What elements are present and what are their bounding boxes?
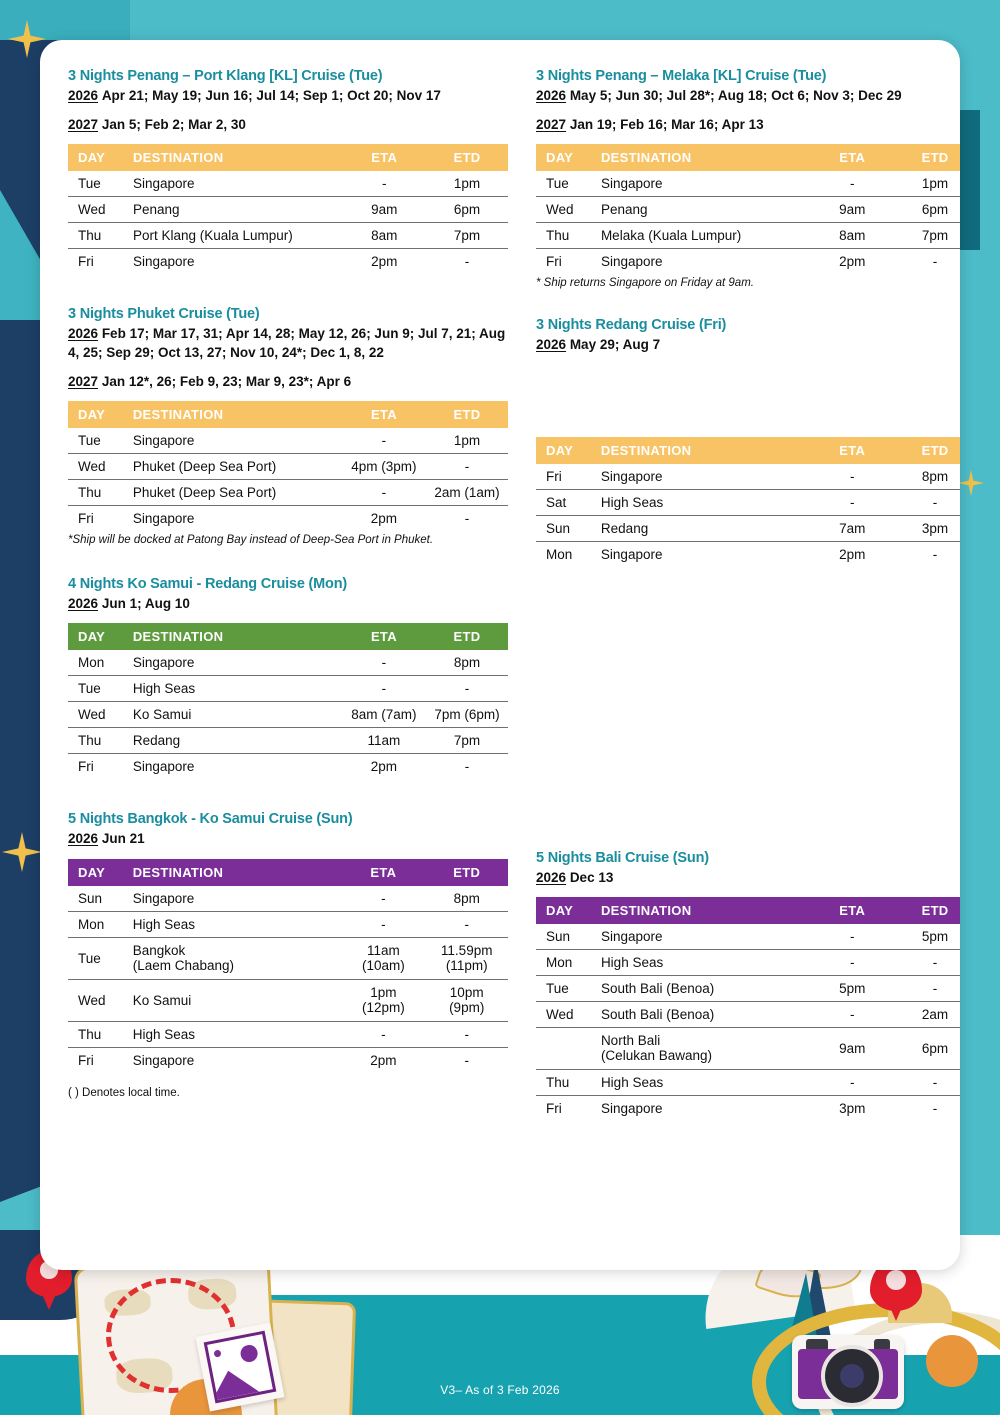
cell-destination: Redang bbox=[133, 728, 342, 754]
col-eta: ETA bbox=[810, 897, 894, 924]
table-row bbox=[68, 197, 508, 223]
cell-eta: 9am bbox=[342, 197, 426, 223]
col-day: DAY bbox=[536, 144, 601, 171]
section-title: 5 Nights Bangkok - Ko Samui Cruise (Sun) bbox=[68, 811, 353, 828]
cell-day: Wed bbox=[68, 454, 133, 480]
cell-destination: North Bali (Celukan Bawang) bbox=[601, 1027, 810, 1069]
cell-etd: - bbox=[425, 1021, 508, 1047]
date-list: Jun 1; Aug 10 bbox=[101, 596, 190, 612]
schedule-table bbox=[68, 623, 508, 779]
cell-etd: 1pm bbox=[894, 171, 960, 197]
cell-destination: Singapore bbox=[133, 428, 342, 454]
section-title: 4 Nights Ko Samui - Redang Cruise (Mon) bbox=[68, 576, 347, 593]
section-dates-2026 bbox=[68, 325, 508, 361]
cell-day: Tue bbox=[68, 428, 133, 454]
section-dates-2026 bbox=[536, 336, 960, 354]
table-row bbox=[68, 886, 508, 912]
cell-destination: Port Klang (Kuala Lumpur) bbox=[133, 223, 342, 249]
table-row bbox=[68, 728, 508, 754]
table-row bbox=[68, 428, 508, 454]
cell-eta: 1pm (12pm) bbox=[341, 979, 425, 1021]
cell-eta: 9am bbox=[810, 197, 894, 223]
date-list: Jan 12*, 26; Feb 9, 23; Mar 9, 23*; Apr 6 bbox=[101, 373, 352, 389]
cell-eta: 2pm bbox=[370, 511, 398, 527]
photo-sun bbox=[239, 1343, 259, 1363]
local-time-note: ( ) Denotes local time. bbox=[68, 1086, 180, 1099]
star-icon bbox=[958, 470, 984, 496]
table-body bbox=[68, 428, 508, 531]
cell-day: Fri bbox=[546, 1100, 562, 1116]
cell-etd: 11.59pm (11pm) bbox=[425, 937, 508, 979]
col-destination: DESTINATION bbox=[133, 144, 342, 171]
date-year: 2026 bbox=[68, 831, 99, 847]
table-header-row bbox=[536, 437, 960, 464]
section-title: 3 Nights Penang – Melaka [KL] Cruise (Tue) bbox=[536, 68, 827, 84]
cell-eta: - bbox=[810, 464, 894, 490]
cell-eta: 11am (10am) bbox=[341, 937, 425, 979]
date-year: 2026 bbox=[68, 326, 99, 342]
col-destination: DESTINATION bbox=[133, 859, 342, 886]
cell-eta: 9am bbox=[810, 1027, 894, 1069]
table-row bbox=[536, 171, 960, 197]
cell-destination: Singapore bbox=[600, 254, 663, 270]
cell-etd: - bbox=[894, 949, 960, 975]
cell-day: Tue bbox=[68, 676, 133, 702]
cell-day: Fri bbox=[78, 254, 94, 270]
cell-destination: Phuket (Deep Sea Port) bbox=[133, 454, 342, 480]
cell-destination: Singapore bbox=[132, 759, 195, 775]
cell-eta: - bbox=[341, 1021, 425, 1047]
schedule-table bbox=[536, 897, 960, 1121]
cell-destination: High Seas bbox=[601, 1069, 810, 1095]
col-destination: DESTINATION bbox=[601, 437, 810, 464]
col-day: DAY bbox=[68, 859, 133, 886]
cell-destination: Singapore bbox=[601, 171, 810, 197]
col-etd: ETD bbox=[425, 859, 508, 886]
cell-eta: 8am bbox=[342, 223, 426, 249]
col-eta: ETA bbox=[342, 401, 426, 428]
col-day: DAY bbox=[536, 437, 601, 464]
col-destination: DESTINATION bbox=[133, 623, 342, 650]
cell-etd: 6pm bbox=[894, 1027, 960, 1069]
cell-etd: - bbox=[426, 454, 508, 480]
cell-day: Sun bbox=[536, 924, 601, 950]
cell-destination: Phuket (Deep Sea Port) bbox=[133, 480, 342, 506]
col-etd: ETD bbox=[894, 437, 960, 464]
cell-destination: High Seas bbox=[133, 676, 342, 702]
bg-top-cyan-strip bbox=[120, 0, 1000, 40]
cell-day: Fri bbox=[78, 1052, 94, 1068]
date-list: Apr 21; May 19; Jun 16; Jul 14; Sep 1; Oct 20; Nov 17 bbox=[101, 88, 441, 103]
cell-day: Wed bbox=[68, 197, 133, 223]
cell-day: Thu bbox=[68, 728, 133, 754]
table-row bbox=[68, 223, 508, 249]
camera-icon bbox=[792, 1335, 904, 1409]
cell-eta: - bbox=[810, 1069, 894, 1095]
table-row bbox=[536, 1027, 960, 1069]
beach-ball-icon bbox=[926, 1335, 978, 1387]
cell-eta: 2pm bbox=[839, 254, 866, 270]
section-title: 5 Nights Bali Cruise (Sun) bbox=[536, 849, 709, 866]
cell-eta: - bbox=[342, 480, 426, 506]
cell-etd: 2am (1am) bbox=[426, 480, 508, 506]
table-row bbox=[536, 1095, 960, 1121]
col-eta: ETA bbox=[810, 437, 894, 464]
cell-day: Wed bbox=[536, 197, 601, 223]
table-body bbox=[536, 171, 960, 274]
date-list: Dec 13 bbox=[569, 869, 614, 885]
right-column bbox=[524, 68, 960, 1125]
cell-day: Tue bbox=[536, 171, 601, 197]
cell-etd: 7pm bbox=[426, 223, 508, 249]
table-row bbox=[68, 911, 508, 937]
date-list: May 29; Aug 7 bbox=[569, 337, 661, 353]
table-row bbox=[536, 489, 960, 515]
cell-day: Thu bbox=[536, 1069, 601, 1095]
section-penang-melaka bbox=[524, 68, 960, 289]
cell-day: Wed bbox=[68, 979, 133, 1021]
table-header-row bbox=[68, 623, 508, 650]
date-list: Jan 19; Feb 16; Mar 16; Apr 13 bbox=[569, 117, 764, 133]
date-list: Feb 17; Mar 17, 31; Apr 14, 28; May 12, 26; Jun 9; Jul 7, 21; Aug 4, 25; Sep 29; Oct 13, 27; Nov 10, 24*; Dec 1, 8, 22 bbox=[68, 326, 506, 360]
cell-destination: High Seas bbox=[601, 949, 810, 975]
cell-eta: 3pm bbox=[839, 1100, 866, 1116]
table-body bbox=[68, 886, 508, 1073]
cell-etd: 5pm bbox=[894, 924, 960, 950]
cell-eta: 2pm bbox=[370, 759, 398, 775]
col-day: DAY bbox=[68, 623, 133, 650]
cell-eta: - bbox=[342, 171, 426, 197]
table-row bbox=[68, 702, 508, 728]
cell-destination: Penang bbox=[601, 197, 810, 223]
photo-dot bbox=[213, 1349, 222, 1358]
cell-destination: Singapore bbox=[133, 886, 342, 912]
cell-day: Tue bbox=[536, 975, 601, 1001]
schedule-table bbox=[536, 144, 960, 274]
col-etd: ETD bbox=[426, 623, 508, 650]
schedule-table bbox=[68, 401, 508, 531]
table-row bbox=[68, 1047, 508, 1073]
col-eta: ETA bbox=[342, 623, 426, 650]
section-dates-2026 bbox=[536, 87, 960, 105]
cell-day: Fri bbox=[546, 254, 562, 270]
cell-destination: Singapore bbox=[600, 546, 663, 562]
cell-eta: - bbox=[341, 911, 425, 937]
cell-etd: - bbox=[464, 254, 470, 270]
cell-day: Sun bbox=[536, 515, 601, 541]
cell-destination: Bangkok (Laem Chabang) bbox=[133, 937, 342, 979]
cell-day: Thu bbox=[536, 223, 601, 249]
cell-etd: - bbox=[464, 1052, 469, 1068]
cell-etd: - bbox=[932, 546, 938, 562]
table-row bbox=[68, 676, 508, 702]
star-icon bbox=[2, 832, 42, 872]
table-header-row bbox=[536, 897, 960, 924]
cell-etd: - bbox=[426, 676, 508, 702]
date-year: 2026 bbox=[68, 88, 99, 103]
cell-eta: - bbox=[810, 489, 894, 515]
cell-etd: - bbox=[932, 254, 938, 270]
col-eta: ETA bbox=[810, 144, 894, 171]
cell-eta: - bbox=[810, 171, 894, 197]
section-ko-samui-redang bbox=[56, 576, 508, 779]
cell-etd: 7pm bbox=[894, 223, 960, 249]
left-column bbox=[56, 68, 508, 1125]
cell-eta: - bbox=[810, 1001, 894, 1027]
footer-version: V3– As of 3 Feb 2026 bbox=[440, 1383, 560, 1397]
section-bali bbox=[524, 850, 960, 1121]
cell-day: Fri bbox=[536, 464, 601, 490]
cell-destination: Singapore bbox=[133, 171, 342, 197]
cell-day: Tue bbox=[68, 171, 133, 197]
table-row bbox=[536, 541, 960, 567]
cell-etd: - bbox=[932, 1100, 938, 1116]
cell-eta: 11am bbox=[342, 728, 426, 754]
table-row bbox=[68, 1021, 508, 1047]
cell-destination: Melaka (Kuala Lumpur) bbox=[601, 223, 810, 249]
section-phuket bbox=[56, 306, 508, 546]
date-list: May 5; Jun 30; Jul 28*; Aug 18; Oct 6; Nov 3; Dec 29 bbox=[569, 88, 902, 103]
cell-destination: Redang bbox=[601, 515, 810, 541]
date-year: 2026 bbox=[68, 596, 99, 612]
table-row bbox=[68, 506, 508, 532]
table-row bbox=[68, 979, 508, 1021]
table-row bbox=[68, 937, 508, 979]
cell-destination: High Seas bbox=[133, 1021, 342, 1047]
cell-day: Wed bbox=[536, 1001, 601, 1027]
date-year: 2027 bbox=[536, 117, 567, 133]
cell-eta: 2pm bbox=[839, 546, 866, 562]
cell-day: Tue bbox=[68, 937, 133, 979]
cell-destination: Singapore bbox=[601, 924, 810, 950]
cell-eta: - bbox=[342, 650, 426, 676]
cell-eta: 8am bbox=[810, 223, 894, 249]
schedule-columns bbox=[40, 68, 960, 1125]
section-title: 3 Nights Penang – Port Klang [KL] Cruise (Tue) bbox=[68, 68, 383, 84]
section-bangkok-ko-samui bbox=[56, 811, 508, 1098]
section-note: * Ship returns Singapore on Friday at 9am. bbox=[536, 277, 754, 290]
cell-etd: 6pm bbox=[894, 197, 960, 223]
table-row bbox=[536, 1069, 960, 1095]
col-etd: ETD bbox=[426, 144, 508, 171]
col-destination: DESTINATION bbox=[601, 144, 810, 171]
cell-destination: Singapore bbox=[132, 254, 195, 270]
cell-etd: - bbox=[425, 911, 508, 937]
cell-day: Fri bbox=[78, 759, 94, 775]
cell-eta: - bbox=[342, 676, 426, 702]
cell-destination: High Seas bbox=[133, 911, 342, 937]
cell-day: Mon bbox=[68, 650, 133, 676]
col-eta: ETA bbox=[342, 144, 426, 171]
table-header-row bbox=[536, 144, 960, 171]
section-dates-2026 bbox=[68, 87, 508, 105]
col-etd: ETD bbox=[894, 897, 960, 924]
cell-day: Fri bbox=[78, 511, 94, 527]
cell-etd: 6pm bbox=[426, 197, 508, 223]
cell-destination: Singapore bbox=[133, 650, 342, 676]
col-day: DAY bbox=[536, 897, 601, 924]
table-row bbox=[68, 480, 508, 506]
section-dates-2026 bbox=[68, 830, 508, 848]
date-list: Jun 21 bbox=[101, 831, 145, 847]
section-dates-2027 bbox=[68, 116, 508, 134]
table-header-row bbox=[68, 144, 508, 171]
table-body bbox=[536, 924, 960, 1121]
cell-destination: Penang bbox=[133, 197, 342, 223]
cell-etd: 1pm bbox=[426, 428, 508, 454]
section-dates-2026 bbox=[536, 869, 960, 887]
cell-day bbox=[536, 1027, 601, 1069]
cell-etd: 8pm bbox=[894, 464, 960, 490]
schedule-card bbox=[40, 40, 960, 1270]
col-destination: DESTINATION bbox=[601, 897, 810, 924]
cell-eta: 7am bbox=[810, 515, 894, 541]
section-redang bbox=[524, 317, 960, 566]
table-header-row bbox=[68, 859, 508, 886]
cell-day: Thu bbox=[68, 480, 133, 506]
col-etd: ETD bbox=[894, 144, 960, 171]
cell-eta: - bbox=[810, 949, 894, 975]
table-header-row bbox=[68, 401, 508, 428]
col-eta: ETA bbox=[341, 859, 425, 886]
cell-eta: - bbox=[342, 428, 426, 454]
cell-etd: 2am bbox=[894, 1001, 960, 1027]
schedule-table bbox=[68, 144, 508, 274]
cell-eta: 2pm bbox=[370, 1052, 397, 1068]
date-list: Jan 5; Feb 2; Mar 2, 30 bbox=[101, 117, 246, 133]
cell-day: Thu bbox=[68, 1021, 133, 1047]
cell-etd: 7pm (6pm) bbox=[426, 702, 508, 728]
schedule-table bbox=[536, 437, 960, 567]
table-body bbox=[68, 650, 508, 779]
cell-destination: High Seas bbox=[601, 489, 810, 515]
table-row bbox=[68, 171, 508, 197]
cell-day: Wed bbox=[68, 702, 133, 728]
cell-day: Mon bbox=[546, 546, 573, 562]
table-row bbox=[68, 454, 508, 480]
table-row bbox=[536, 924, 960, 950]
cell-day: Mon bbox=[68, 911, 133, 937]
date-year: 2026 bbox=[536, 337, 567, 353]
cell-etd: 8pm bbox=[426, 650, 508, 676]
table-row bbox=[536, 975, 960, 1001]
table-body bbox=[68, 171, 508, 274]
section-note: *Ship will be docked at Patong Bay instead of Deep-Sea Port in Phuket. bbox=[68, 534, 434, 547]
section-dates-2026 bbox=[68, 595, 508, 613]
cell-eta: 4pm (3pm) bbox=[342, 454, 426, 480]
section-dates-2027 bbox=[68, 373, 508, 391]
cell-day: Sun bbox=[68, 886, 133, 912]
table-row bbox=[536, 949, 960, 975]
cell-day: Sat bbox=[536, 489, 601, 515]
cell-destination: Singapore bbox=[132, 1052, 195, 1068]
date-year: 2027 bbox=[68, 117, 99, 133]
col-etd: ETD bbox=[426, 401, 508, 428]
cell-etd: 10pm (9pm) bbox=[425, 979, 508, 1021]
col-day: DAY bbox=[68, 144, 133, 171]
schedule-table bbox=[68, 859, 508, 1073]
cell-etd: 1pm bbox=[426, 171, 508, 197]
table-row bbox=[68, 650, 508, 676]
cell-destination: South Bali (Benoa) bbox=[601, 1001, 810, 1027]
cell-eta: - bbox=[810, 924, 894, 950]
cell-eta: 2pm bbox=[371, 254, 398, 270]
cell-etd: 3pm bbox=[894, 515, 960, 541]
section-penang-port-klang bbox=[56, 68, 508, 274]
cell-day: Mon bbox=[536, 949, 601, 975]
cell-eta: - bbox=[341, 886, 425, 912]
table-body bbox=[536, 464, 960, 567]
cell-destination: Ko Samui bbox=[133, 702, 342, 728]
cell-destination: Singapore bbox=[132, 511, 195, 527]
cell-destination: Singapore bbox=[600, 1100, 663, 1116]
cell-destination: South Bali (Benoa) bbox=[601, 975, 810, 1001]
cell-destination: Singapore bbox=[601, 464, 810, 490]
date-year: 2026 bbox=[536, 869, 567, 885]
cell-etd: - bbox=[464, 511, 470, 527]
cell-etd: - bbox=[894, 1069, 960, 1095]
table-row bbox=[68, 754, 508, 780]
table-row bbox=[536, 197, 960, 223]
table-row bbox=[536, 515, 960, 541]
section-title: 3 Nights Redang Cruise (Fri) bbox=[536, 317, 727, 334]
cell-day: Thu bbox=[68, 223, 133, 249]
section-title: 3 Nights Phuket Cruise (Tue) bbox=[68, 306, 260, 323]
date-year: 2027 bbox=[68, 373, 99, 389]
col-day: DAY bbox=[68, 401, 133, 428]
cell-etd: 8pm bbox=[425, 886, 508, 912]
table-row bbox=[536, 1001, 960, 1027]
cell-etd: - bbox=[464, 759, 470, 775]
cell-etd: - bbox=[894, 489, 960, 515]
cell-etd: 7pm bbox=[426, 728, 508, 754]
col-destination: DESTINATION bbox=[133, 401, 342, 428]
cell-eta: 8am (7am) bbox=[342, 702, 426, 728]
cell-eta: 5pm bbox=[810, 975, 894, 1001]
table-row bbox=[536, 249, 960, 275]
cell-etd: - bbox=[894, 975, 960, 1001]
table-row bbox=[68, 249, 508, 275]
date-year: 2026 bbox=[536, 88, 567, 103]
photo-icon bbox=[195, 1322, 284, 1411]
cell-destination: Ko Samui bbox=[133, 979, 342, 1021]
table-row bbox=[536, 464, 960, 490]
section-dates-2027 bbox=[536, 116, 960, 134]
table-row bbox=[536, 223, 960, 249]
